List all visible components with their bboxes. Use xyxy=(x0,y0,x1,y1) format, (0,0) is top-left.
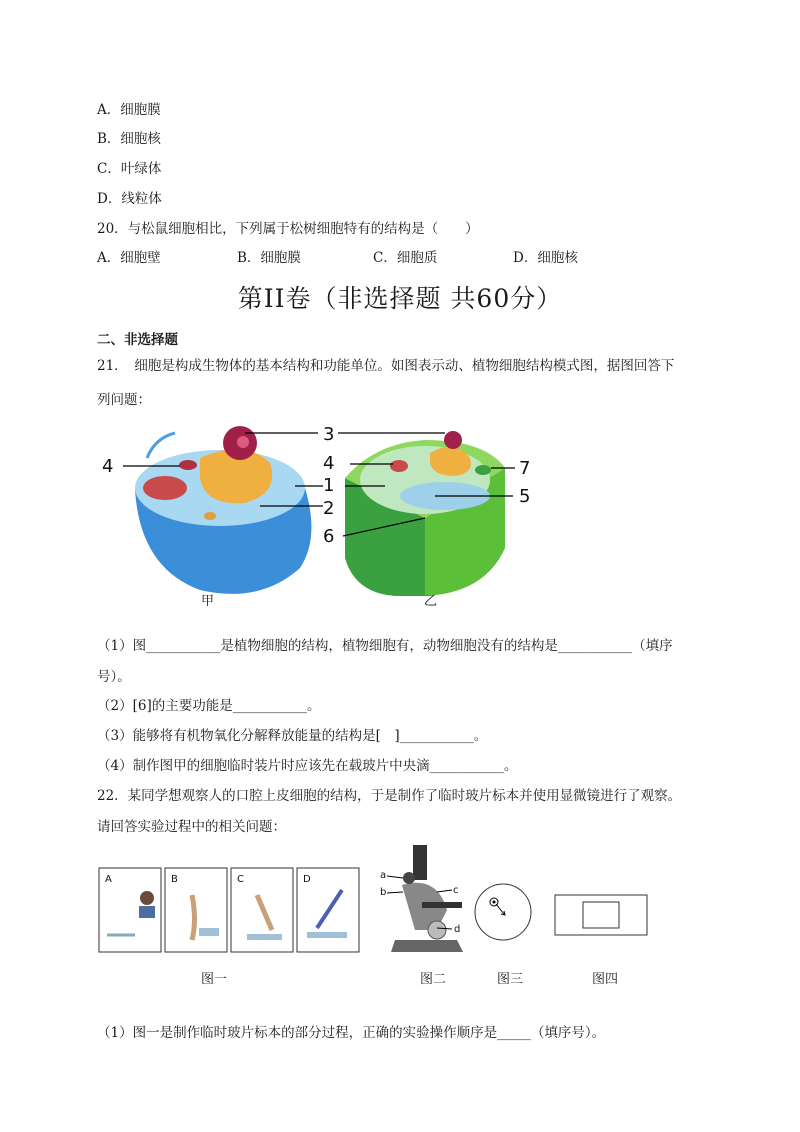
q20-option-d: D．细胞核 xyxy=(513,250,578,266)
q22-stem-line2: 请回答实验过程中的相关问题： xyxy=(97,819,286,835)
q22-stem-line1: 22．某同学想观察人的口腔上皮细胞的结构，于是制作了临时玻片标本并使用显微镜进行了观察。 xyxy=(97,788,682,804)
label-3: 3 xyxy=(323,424,335,445)
q20-options xyxy=(97,246,697,266)
q19-option-a: A．细胞膜 xyxy=(97,102,161,118)
panel-a-label: A xyxy=(105,874,112,885)
label-4-animal: 4 xyxy=(102,456,114,477)
q21-sub3: （3）能够将有机物氧化分解释放能量的结构是[ ]___________。 xyxy=(97,728,488,744)
label-1: 1 xyxy=(323,475,335,496)
panel-b-label: B xyxy=(171,874,178,885)
caption-figure3: 图三 xyxy=(497,972,524,987)
label-4-plant: 4 xyxy=(323,453,335,474)
microscope-label-d: d xyxy=(454,924,461,935)
q21-sub4: （4）制作图甲的细胞临时装片时应该先在载玻片中央滴___________。 xyxy=(97,758,518,774)
section-heading: 二、非选择题 xyxy=(97,332,178,348)
microscope-label-b: b xyxy=(380,887,387,898)
q19-option-b: B．细胞核 xyxy=(97,131,161,147)
caption-figure1: 图一 xyxy=(201,972,228,987)
figure1-panels xyxy=(99,868,359,952)
caption-yi: 乙 xyxy=(424,594,438,609)
label-5: 5 xyxy=(519,486,531,507)
cell-structure-figure xyxy=(95,418,555,608)
q21-sub2: （2）[6]的主要功能是___________。 xyxy=(97,698,321,714)
section-title: 第II卷（非选择题 共60分） xyxy=(237,284,563,313)
q21-stem-line1: 21． 细胞是构成生物体的基本结构和功能单位。如图表示动、植物细胞结构模式图，据图回答下 xyxy=(97,358,675,374)
caption-figure2: 图二 xyxy=(420,972,447,987)
microscope-label-c: c xyxy=(453,885,459,896)
q20-option-b: B．细胞膜 xyxy=(237,250,301,266)
q21-sub1-line1: （1）图___________是植物细胞的结构，植物细胞有，动物细胞没有的结构是___________（填序 xyxy=(97,638,673,654)
figure4-slide xyxy=(555,895,647,935)
q21-sub1-line2: 号）。 xyxy=(97,669,131,685)
label-2: 2 xyxy=(323,498,335,519)
caption-figure4: 图四 xyxy=(592,972,619,987)
label-6: 6 xyxy=(323,526,335,547)
q19-option-c: C．叶绿体 xyxy=(97,161,162,177)
caption-jia: 甲 xyxy=(201,594,215,609)
microscope-label-a: a xyxy=(380,870,387,881)
q22-sub1: （1）图一是制作临时玻片标本的部分过程，正确的实验操作顺序是_____（填序号）。 xyxy=(97,1025,606,1041)
label-7: 7 xyxy=(519,458,531,479)
microscope-image xyxy=(380,845,463,952)
panel-c-label: C xyxy=(237,874,244,885)
q20-option-c: C．细胞质 xyxy=(373,250,438,266)
q20-stem: 20．与松鼠细胞相比，下列属于松树细胞特有的结构是（ ） xyxy=(97,221,479,237)
figure3-view-circle xyxy=(475,884,531,940)
q20-option-a: A．细胞壁 xyxy=(97,250,161,266)
q21-stem-line2: 列问题： xyxy=(97,392,151,408)
microscope-experiment-figure xyxy=(97,840,652,965)
q19-option-d: D．线粒体 xyxy=(97,191,162,207)
panel-d-label: D xyxy=(303,874,311,885)
animal-cell-image xyxy=(135,426,311,594)
plant-cell-image xyxy=(345,431,505,596)
